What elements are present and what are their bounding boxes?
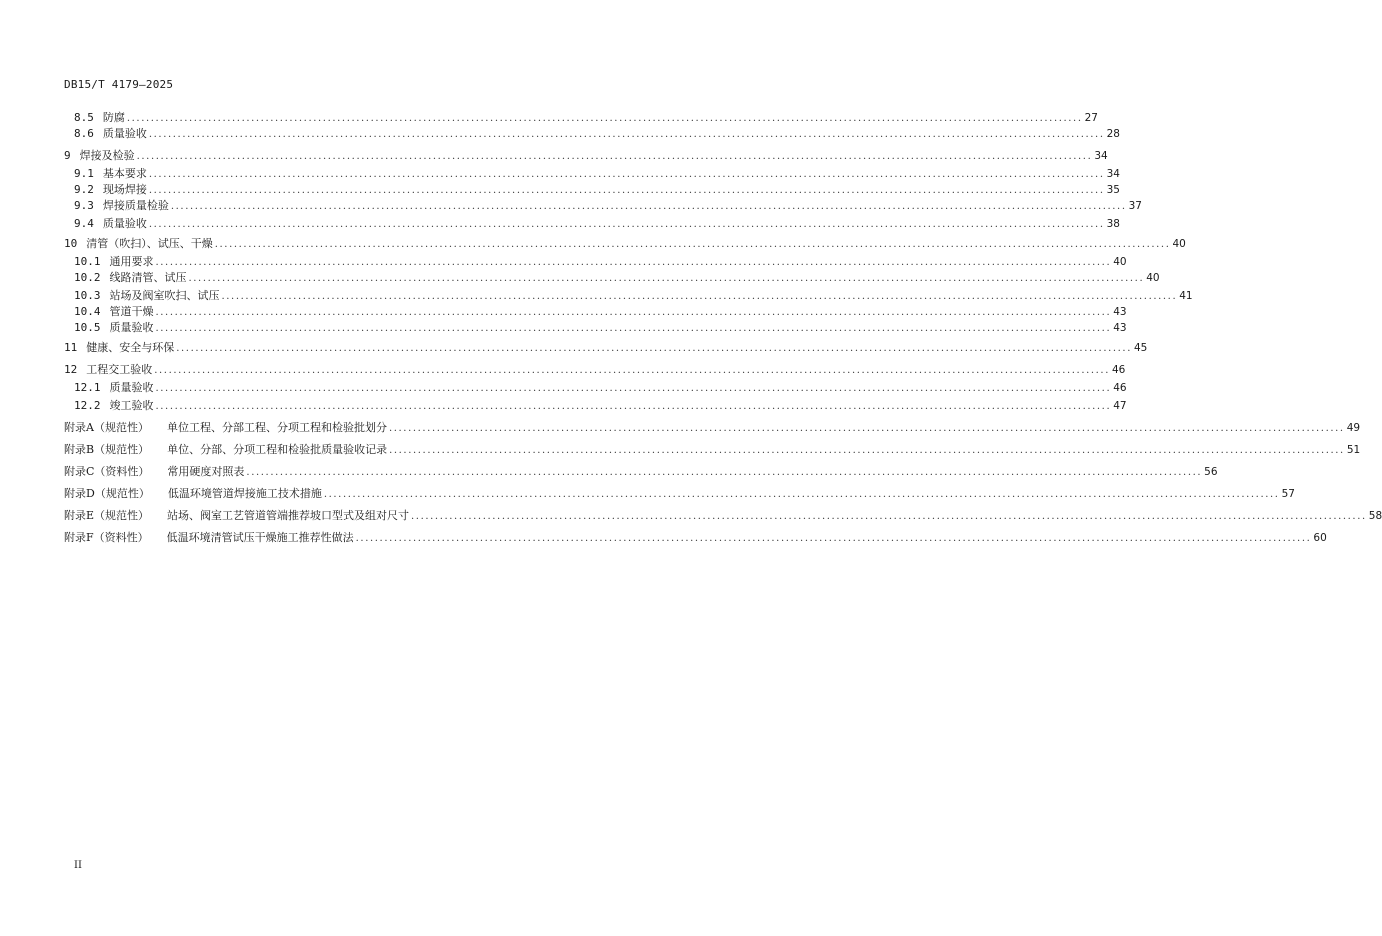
toc-entry-title: 常用硬度对照表 <box>167 465 245 478</box>
toc-leader-dots: ........................................................................................................................................................................................................ <box>411 511 1367 522</box>
toc-entry-number: 10.4 <box>74 305 101 318</box>
toc-leader-dots: ........................................................................................................................................................................................................ <box>176 343 1132 354</box>
toc-entry[interactable] <box>64 508 1382 524</box>
toc-entry-title: 质量验收 <box>109 321 154 334</box>
toc-entry[interactable] <box>64 110 1098 126</box>
toc-leader-dots: ........................................................................................................................................................................................................ <box>148 129 1105 140</box>
toc-entry-page: 43 <box>1113 322 1127 334</box>
toc-entry-title: 低温环境清管试压干燥施工推荐性做法 <box>166 531 354 544</box>
page-number: II <box>74 860 82 871</box>
toc-leader-dots: ........................................................................................................................................................................................................ <box>155 401 1112 412</box>
toc-entry[interactable] <box>64 442 1361 458</box>
toc-leader-dots: ........................................................................................................................................................................................................ <box>388 423 1345 434</box>
toc-leader-dots: ........................................................................................................................................................................................................ <box>355 533 1312 544</box>
toc-entry-number: 8.5 <box>74 111 94 124</box>
toc-entry[interactable] <box>64 362 1126 378</box>
toc-leader-dots: ........................................................................................................................................................................................................ <box>155 383 1112 394</box>
toc-entry-number: 9 <box>64 149 71 162</box>
toc-entry[interactable] <box>64 340 1148 356</box>
toc-entry-number: 12.2 <box>74 399 101 412</box>
toc-entry[interactable] <box>64 182 1120 198</box>
toc-entry-number: 附录F（资料性） <box>64 531 149 544</box>
toc-leader-dots: ........................................................................................................................................................................................................ <box>148 169 1105 180</box>
toc-entry-title: 通用要求 <box>109 255 154 268</box>
toc-entry[interactable] <box>64 198 1142 214</box>
toc-entry-page: 49 <box>1346 422 1361 434</box>
toc-entry-number: 11 <box>64 341 78 354</box>
toc-entry[interactable] <box>64 236 1186 252</box>
toc-entry-page: 57 <box>1281 488 1295 500</box>
toc-entry-title: 焊接质量检验 <box>102 199 169 212</box>
toc-entry[interactable] <box>64 398 1127 414</box>
toc-entry-number: 10.1 <box>74 255 101 268</box>
toc-entry-page: 34 <box>1094 150 1108 162</box>
toc-entry[interactable] <box>64 166 1120 182</box>
toc-entry[interactable] <box>64 530 1327 546</box>
toc-entry-page: 58 <box>1368 510 1382 522</box>
toc-entry-page: 46 <box>1113 382 1127 394</box>
toc-entry-title: 防腐 <box>102 111 125 124</box>
toc-entry-title: 质量验收 <box>102 217 147 230</box>
toc-entry-page: 27 <box>1084 112 1098 124</box>
toc-entry-page: 47 <box>1113 400 1127 412</box>
toc-entry[interactable] <box>64 288 1193 304</box>
toc-entry-number: 附录C（资料性） <box>64 465 150 478</box>
toc-entry-number: 附录A（规范性） <box>64 421 149 434</box>
toc-entry-page: 38 <box>1106 218 1120 230</box>
toc-entry-title: 质量验收 <box>102 127 147 140</box>
toc-entry-page: 45 <box>1134 342 1148 354</box>
toc-entry-title: 站场及阀室吹扫、试压 <box>109 289 220 302</box>
toc-leader-dots: ........................................................................................................................................................................................................ <box>126 113 1083 124</box>
toc-entry-page: 34 <box>1106 168 1120 180</box>
toc-entry-number: 10.2 <box>74 271 101 284</box>
toc-leader-dots: ........................................................................................................................................................................................................ <box>136 151 1093 162</box>
document-id-header: DB15/T 4179—2025 <box>64 78 174 91</box>
toc-leader-dots: ........................................................................................................................................................................................................ <box>221 291 1178 302</box>
toc-leader-dots: ........................................................................................................................................................................................................ <box>170 201 1127 212</box>
toc-entry-page: 43 <box>1113 306 1127 318</box>
toc-entry-number: 9.1 <box>74 167 94 180</box>
toc-entry-page: 37 <box>1128 200 1142 212</box>
toc-entry-number: 9.3 <box>74 199 94 212</box>
toc-entry[interactable] <box>64 486 1295 502</box>
toc-entry-number: 12 <box>64 363 78 376</box>
toc-leader-dots: ........................................................................................................................................................................................................ <box>155 323 1112 334</box>
toc-entry-number: 10.5 <box>74 321 101 334</box>
toc-entry-title: 竣工验收 <box>109 399 154 412</box>
toc-leader-dots: ........................................................................................................................................................................................................ <box>155 257 1112 268</box>
toc-entry-page: 46 <box>1112 364 1126 376</box>
toc-entry-number: 10 <box>64 237 78 250</box>
toc-entry-title: 健康、安全与环保 <box>86 341 175 354</box>
toc-entry[interactable] <box>64 270 1160 286</box>
toc-entry-number: 10.3 <box>74 289 101 302</box>
toc-entry-title: 基本要求 <box>102 167 147 180</box>
toc-entry[interactable] <box>64 216 1120 232</box>
toc-entry-number: 附录E（规范性） <box>64 509 150 522</box>
toc-entry-title: 质量验收 <box>109 381 154 394</box>
toc-entry[interactable] <box>64 254 1127 270</box>
toc-entry[interactable] <box>64 148 1108 164</box>
toc-entry[interactable] <box>64 420 1361 436</box>
toc-entry-title: 焊接及检验 <box>79 149 135 162</box>
toc-entry-number: 8.6 <box>74 127 94 140</box>
toc-leader-dots: ........................................................................................................................................................................................................ <box>214 239 1171 250</box>
toc-entry-page: 51 <box>1346 444 1361 456</box>
toc-entry-title: 单位工程、分部工程、分项工程和检验批划分 <box>166 421 387 434</box>
toc-entry[interactable] <box>64 380 1127 396</box>
toc-entry-title: 单位、分部、分项工程和检验批质量验收记录 <box>167 443 388 456</box>
toc-entry-page: 35 <box>1106 184 1120 196</box>
toc-entry[interactable] <box>64 464 1218 480</box>
toc-leader-dots: ........................................................................................................................................................................................................ <box>148 185 1105 196</box>
toc-entry-number: 9.4 <box>74 217 94 230</box>
toc-entry-page: 40 <box>1172 238 1186 250</box>
toc-leader-dots: ........................................................................................................................................................................................................ <box>155 307 1112 318</box>
toc-entry-title: 管道干燥 <box>109 305 154 318</box>
toc-entry-page: 40 <box>1113 256 1127 268</box>
toc-entry-number: 附录B（规范性） <box>64 443 150 456</box>
toc-entry-number: 12.1 <box>74 381 101 394</box>
toc-entry-page: 56 <box>1204 466 1218 478</box>
toc-leader-dots: ........................................................................................................................................................................................................ <box>188 273 1145 284</box>
toc-entry-page: 60 <box>1313 532 1327 544</box>
toc-entry[interactable] <box>64 126 1120 142</box>
toc-entry-title: 线路清管、试压 <box>109 271 187 284</box>
toc-entry-title: 现场焊接 <box>102 183 147 196</box>
toc-leader-dots: ........................................................................................................................................................................................................ <box>323 489 1280 500</box>
toc-entry[interactable] <box>64 320 1127 336</box>
toc-entry-title: 工程交工验收 <box>86 363 153 376</box>
toc-entry-title: 清管（吹扫）、试压、干燥 <box>86 237 213 250</box>
toc-entry-title: 站场、阀室工艺管道管端推荐坡口型式及组对尺寸 <box>167 509 410 522</box>
toc-entry-number: 9.2 <box>74 183 94 196</box>
toc-entry-title: 低温环境管道焊接施工技术措施 <box>167 487 322 500</box>
toc-entry-number: 附录D（规范性） <box>64 487 150 500</box>
toc-leader-dots: ........................................................................................................................................................................................................ <box>148 219 1105 230</box>
toc-leader-dots: ........................................................................................................................................................................................................ <box>389 445 1345 456</box>
toc-leader-dots: ........................................................................................................................................................................................................ <box>154 365 1110 376</box>
toc-entry-page: 41 <box>1179 290 1193 302</box>
toc-leader-dots: ........................................................................................................................................................................................................ <box>246 467 1203 478</box>
toc-entry-page: 40 <box>1146 272 1160 284</box>
toc-entry[interactable] <box>64 304 1127 320</box>
toc-entry-page: 28 <box>1106 128 1120 140</box>
